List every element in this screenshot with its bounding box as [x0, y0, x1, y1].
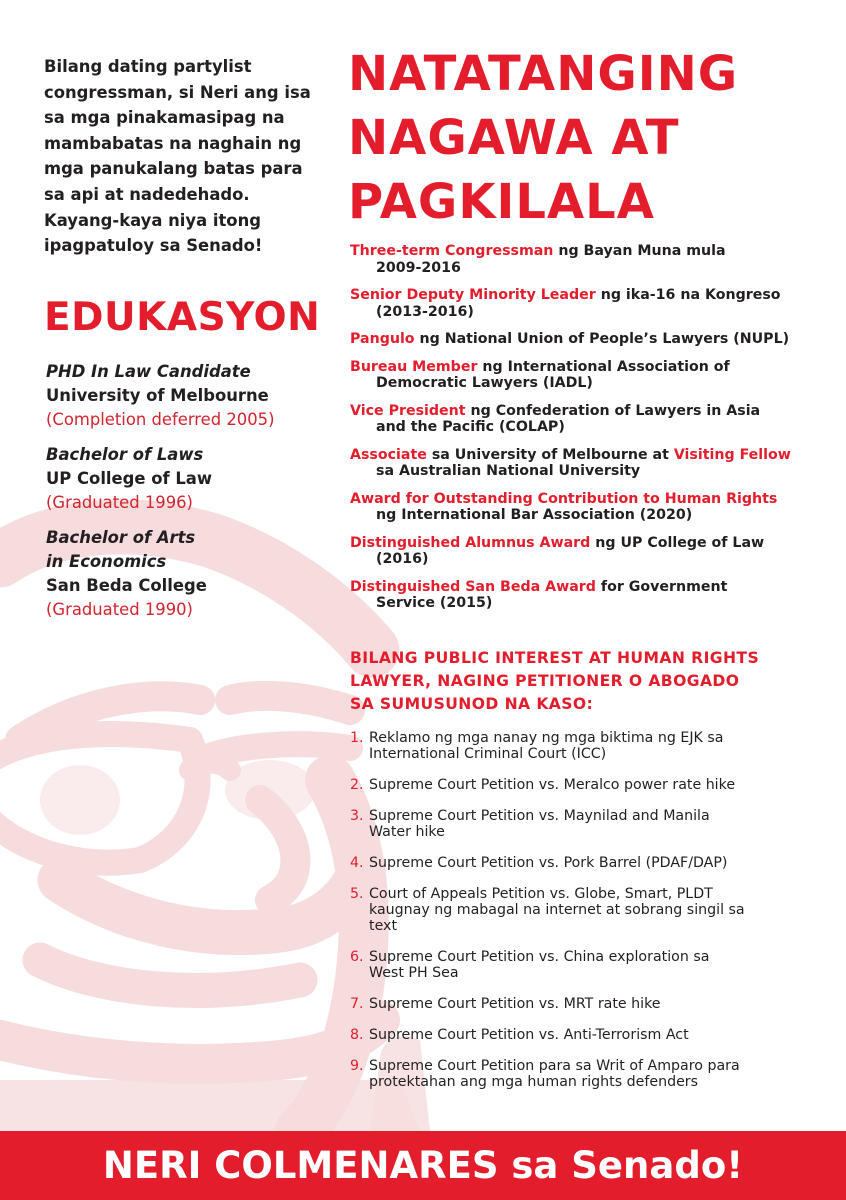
intro-line: mambabatas na naghain ng — [44, 133, 302, 153]
cases-heading-line: BILANG PUBLIC INTEREST AT HUMAN RIGHTS — [350, 649, 760, 667]
case-line: International Criminal Court (ICC) — [369, 746, 607, 762]
achievement-highlight: Distinguished Alumnus Award — [350, 534, 591, 551]
degree-title — [46, 526, 316, 574]
cases-heading-line: LAWYER, NAGING PETITIONER O ABOGADO — [350, 672, 740, 690]
achievement-text: ng International Association of — [477, 358, 730, 375]
achievement-item — [350, 579, 820, 612]
achievement-line-continued: ng International Bar Association (2020) — [376, 507, 693, 523]
cases-heading-line: SA SUMUSUNOD NA KASO: — [350, 695, 594, 713]
achievement-line — [350, 287, 820, 304]
case-item — [350, 1027, 820, 1043]
achievement-text: ng Confederation of Lawyers in Asia — [465, 402, 761, 419]
intro-line: sa mga pinakamasipag na — [44, 108, 285, 128]
case-line: kaugnay ng mabagal na internet at sobrang singil sa — [369, 902, 745, 918]
case-text — [369, 808, 820, 840]
intro-line: congressman, si Neri ang isa — [44, 82, 311, 102]
education-entry — [46, 360, 316, 432]
degree-line: Bachelor of Arts — [46, 528, 196, 547]
case-number: 3. — [350, 808, 364, 824]
achievement-highlight: Distinguished San Beda Award — [350, 578, 596, 595]
intro-paragraph — [44, 54, 314, 259]
title-line: PAGKILALA — [348, 174, 655, 230]
achievement-line-continued: (2016) — [376, 551, 429, 567]
achievement-highlight: Three-term Congressman — [350, 243, 554, 259]
case-line: West PH Sea — [369, 965, 459, 981]
achievement-line-continued: Democratic Lawyers (IADL) — [376, 375, 593, 391]
case-number: 2. — [350, 777, 364, 793]
achievement-line — [350, 359, 820, 376]
intro-line: Kayang-kaya niya itong — [44, 210, 261, 230]
case-line: text — [369, 918, 398, 934]
case-line: Reklamo ng mga nanay ng mga biktima ng EJK sa — [369, 730, 724, 746]
footer-slogan: NERI COLMENARES sa Senado! — [102, 1144, 744, 1187]
achievement-line-continued: sa Australian National University — [376, 463, 641, 479]
case-line: Supreme Court Petition vs. Pork Barrel (PDAF/DAP) — [369, 855, 728, 871]
school-name: San Beda College — [46, 576, 207, 595]
case-number: 7. — [350, 996, 364, 1012]
achievement-line — [350, 579, 820, 596]
degree-title — [46, 360, 316, 384]
degree-line: in Economics — [46, 552, 167, 571]
achievement-highlight: Bureau Member — [350, 358, 478, 375]
achievement-highlight: Award for Outstanding Contribution to Human Rights — [350, 490, 778, 507]
case-number: 9. — [350, 1058, 364, 1074]
achievement-item — [350, 331, 820, 348]
case-item — [350, 1058, 820, 1090]
education-entry — [46, 526, 316, 622]
degree-line: PHD In Law Candidate — [46, 362, 251, 381]
case-line: Supreme Court Petition vs. Maynilad and Manila — [369, 808, 710, 824]
achievement-item — [350, 359, 820, 392]
case-number: 5. — [350, 886, 364, 902]
achievements-title — [348, 42, 738, 234]
case-number: 8. — [350, 1027, 364, 1043]
achievement-highlight: Visiting Fellow — [673, 446, 791, 463]
intro-line: Bilang dating partylist — [44, 57, 252, 76]
intro-line: ipagpatuloy sa Senado! — [44, 236, 263, 256]
graduation-note: (Completion deferred 2005) — [46, 410, 275, 429]
graduation-note: (Graduated 1996) — [46, 493, 193, 512]
degree-title — [46, 443, 316, 467]
achievement-line — [350, 535, 820, 552]
case-line: Supreme Court Petition vs. MRT rate hike — [369, 996, 661, 1012]
achievement-text: ng UP College of Law — [590, 534, 765, 551]
intro-line: sa api at nadedehado. — [44, 184, 250, 204]
achievement-highlight: Vice President — [350, 402, 466, 419]
achievement-text: for Government — [595, 578, 728, 595]
education-list — [46, 360, 316, 633]
achievement-line-continued: (2013-2016) — [376, 303, 474, 320]
case-text — [369, 1058, 820, 1090]
achievement-line — [350, 331, 820, 348]
case-line: Supreme Court Petition vs. Meralco power rate hike — [369, 777, 736, 793]
achievement-highlight: Associate — [350, 446, 427, 463]
case-text — [369, 886, 820, 934]
intro-line: mga panukalang batas para — [44, 159, 303, 179]
title-line: NAGAWA AT — [348, 110, 680, 166]
case-item — [350, 777, 820, 793]
achievement-item — [350, 447, 820, 480]
achievement-line — [350, 491, 820, 508]
case-number: 6. — [350, 949, 364, 965]
case-number: 1. — [350, 730, 364, 746]
case-text — [369, 730, 820, 762]
case-text — [369, 855, 820, 871]
school-name: University of Melbourne — [46, 386, 269, 405]
case-text — [369, 996, 820, 1012]
achievement-item — [350, 287, 820, 320]
case-line: Water hike — [369, 824, 445, 840]
case-text — [369, 777, 820, 793]
title-line: NATATANGING — [348, 46, 739, 102]
education-entry — [46, 443, 316, 515]
cases-heading — [350, 647, 759, 716]
case-line: protektahan ang mga human rights defenders — [369, 1074, 699, 1090]
achievement-item — [350, 491, 820, 524]
achievement-item — [350, 243, 820, 276]
achievement-text: sa University of Melbourne at — [426, 446, 674, 463]
case-item — [350, 949, 820, 981]
achievement-line — [350, 403, 820, 420]
case-item — [350, 730, 820, 762]
case-line: Supreme Court Petition para sa Writ of Amparo para — [369, 1058, 740, 1074]
achievement-text: ng National Union of People’s Lawyers (NUPL) — [414, 331, 790, 347]
case-text — [369, 949, 820, 981]
achievement-highlight: Pangulo — [350, 331, 415, 347]
cases-list — [350, 730, 820, 1105]
achievements-list — [350, 243, 820, 623]
graduation-note: (Graduated 1990) — [46, 600, 193, 619]
case-text — [369, 1027, 820, 1043]
case-item — [350, 855, 820, 871]
achievement-line-continued: 2009-2016 — [376, 259, 461, 276]
case-item — [350, 996, 820, 1012]
case-item — [350, 808, 820, 840]
achievement-text: ng Bayan Muna mula — [553, 243, 726, 259]
school-name: UP College of Law — [46, 469, 212, 488]
achievement-line — [350, 447, 820, 464]
case-line: Supreme Court Petition vs. Anti-Terrorism Act — [369, 1027, 689, 1043]
achievement-line — [350, 243, 820, 260]
degree-line: Bachelor of Laws — [46, 445, 204, 464]
achievement-line-continued: Service (2015) — [376, 595, 493, 611]
footer-banner — [0, 1131, 846, 1200]
case-number: 4. — [350, 855, 364, 871]
achievement-line-continued: and the Pacific (COLAP) — [376, 419, 565, 435]
case-line: Supreme Court Petition vs. China exploration sa — [369, 949, 710, 965]
achievement-item — [350, 535, 820, 568]
education-heading: EDUKASYON — [44, 295, 321, 340]
achievement-text: ng ika-16 na Kongreso — [595, 287, 781, 303]
achievement-highlight: Senior Deputy Minority Leader — [350, 287, 596, 303]
case-line: Court of Appeals Petition vs. Globe, Smart, PLDT — [369, 886, 713, 902]
case-item — [350, 886, 820, 934]
achievement-item — [350, 403, 820, 436]
